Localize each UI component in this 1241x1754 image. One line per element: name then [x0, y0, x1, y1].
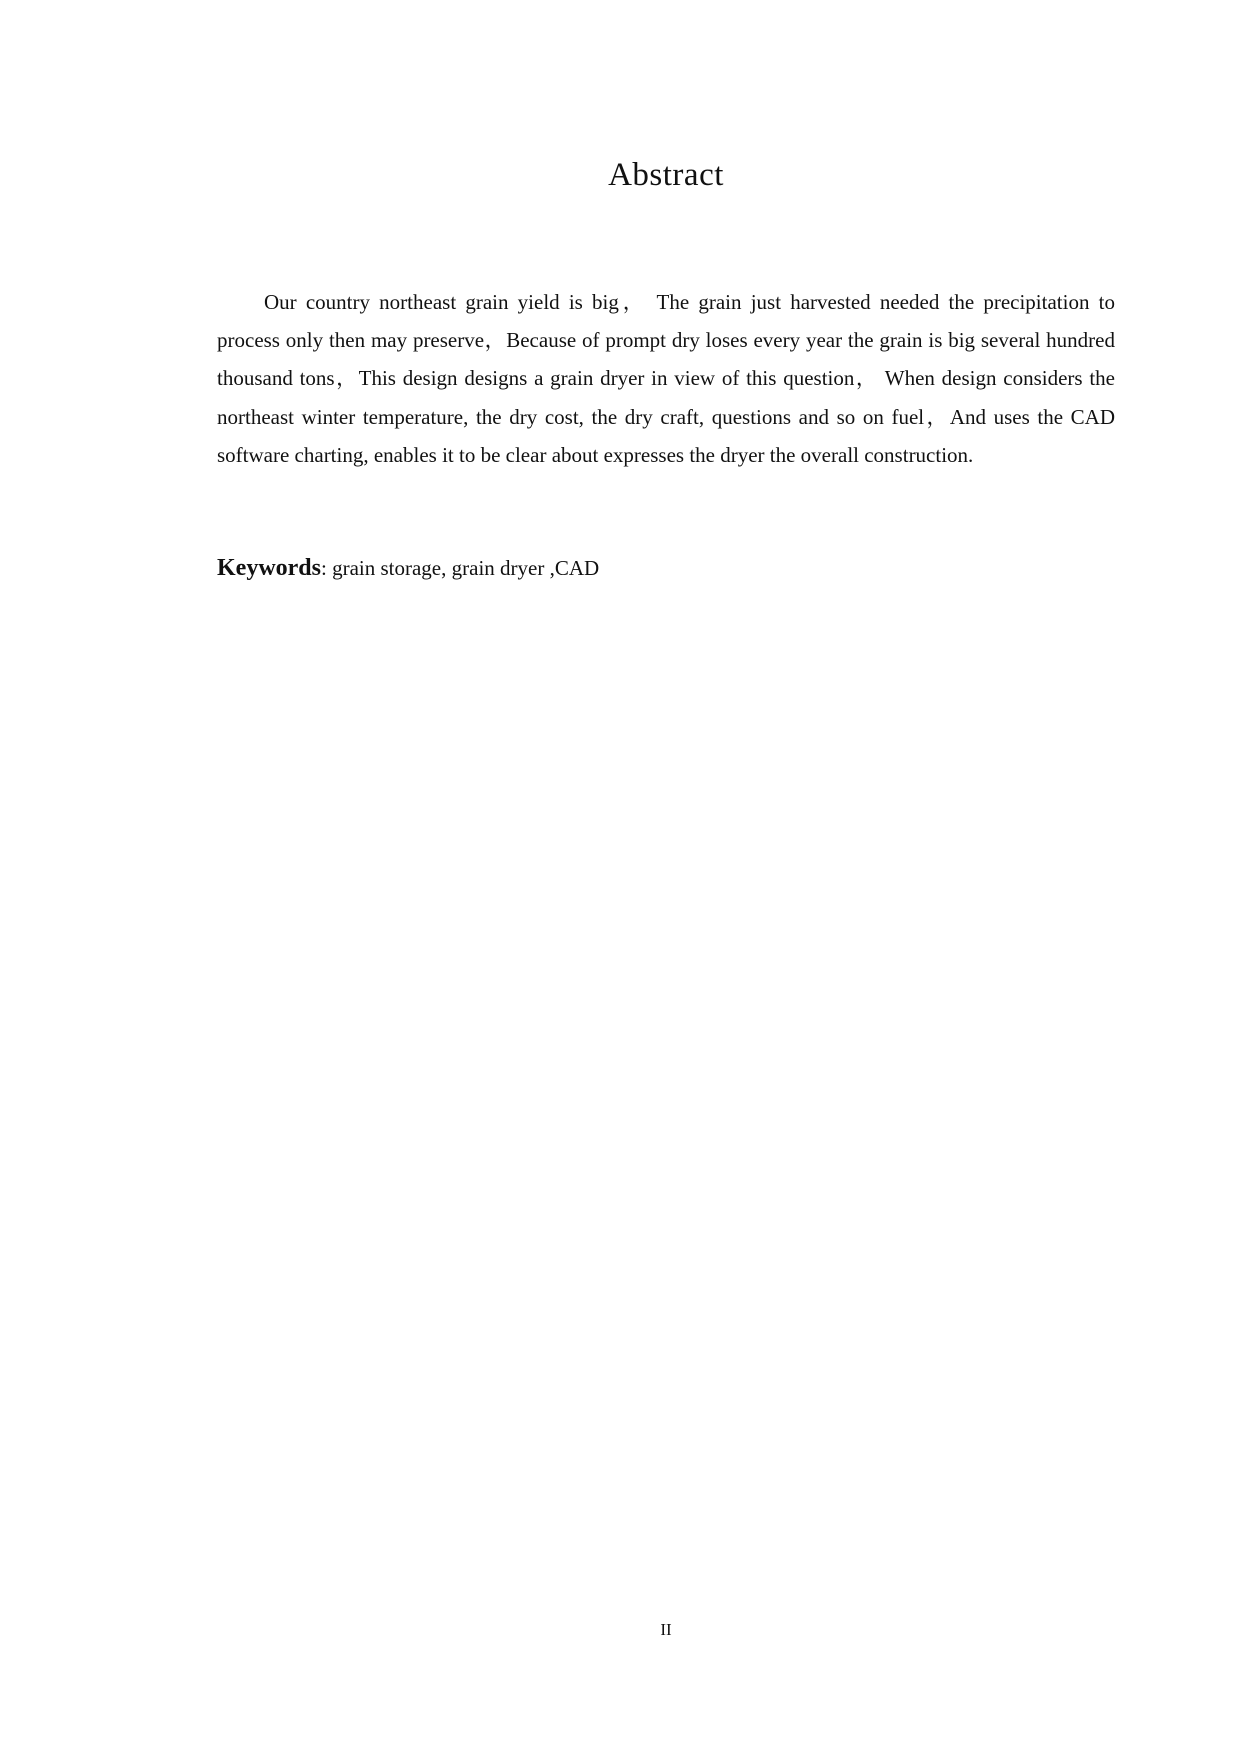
keywords-label: Keywords [217, 555, 321, 581]
keywords-line [217, 549, 1115, 587]
page-title: Abstract [608, 157, 724, 193]
keywords-text: : grain storage, grain dryer ,CAD [321, 556, 600, 580]
page-number: II [660, 1620, 672, 1639]
abstract-paragraph: Our country northeast grain yield is big， The grain just harvested needed the precipitation to process only then may preserve，Because of prompt dry loses every year the grain is big several hundred thousand tons，This design designs a grain dryer in view of this question， When design considers the northeast winter temperature, the dry cost, the dry craft, questions and so on fuel，And uses the CAD software charting, enables it to be clear about expresses the dryer the overall construction. [217, 290, 1115, 467]
